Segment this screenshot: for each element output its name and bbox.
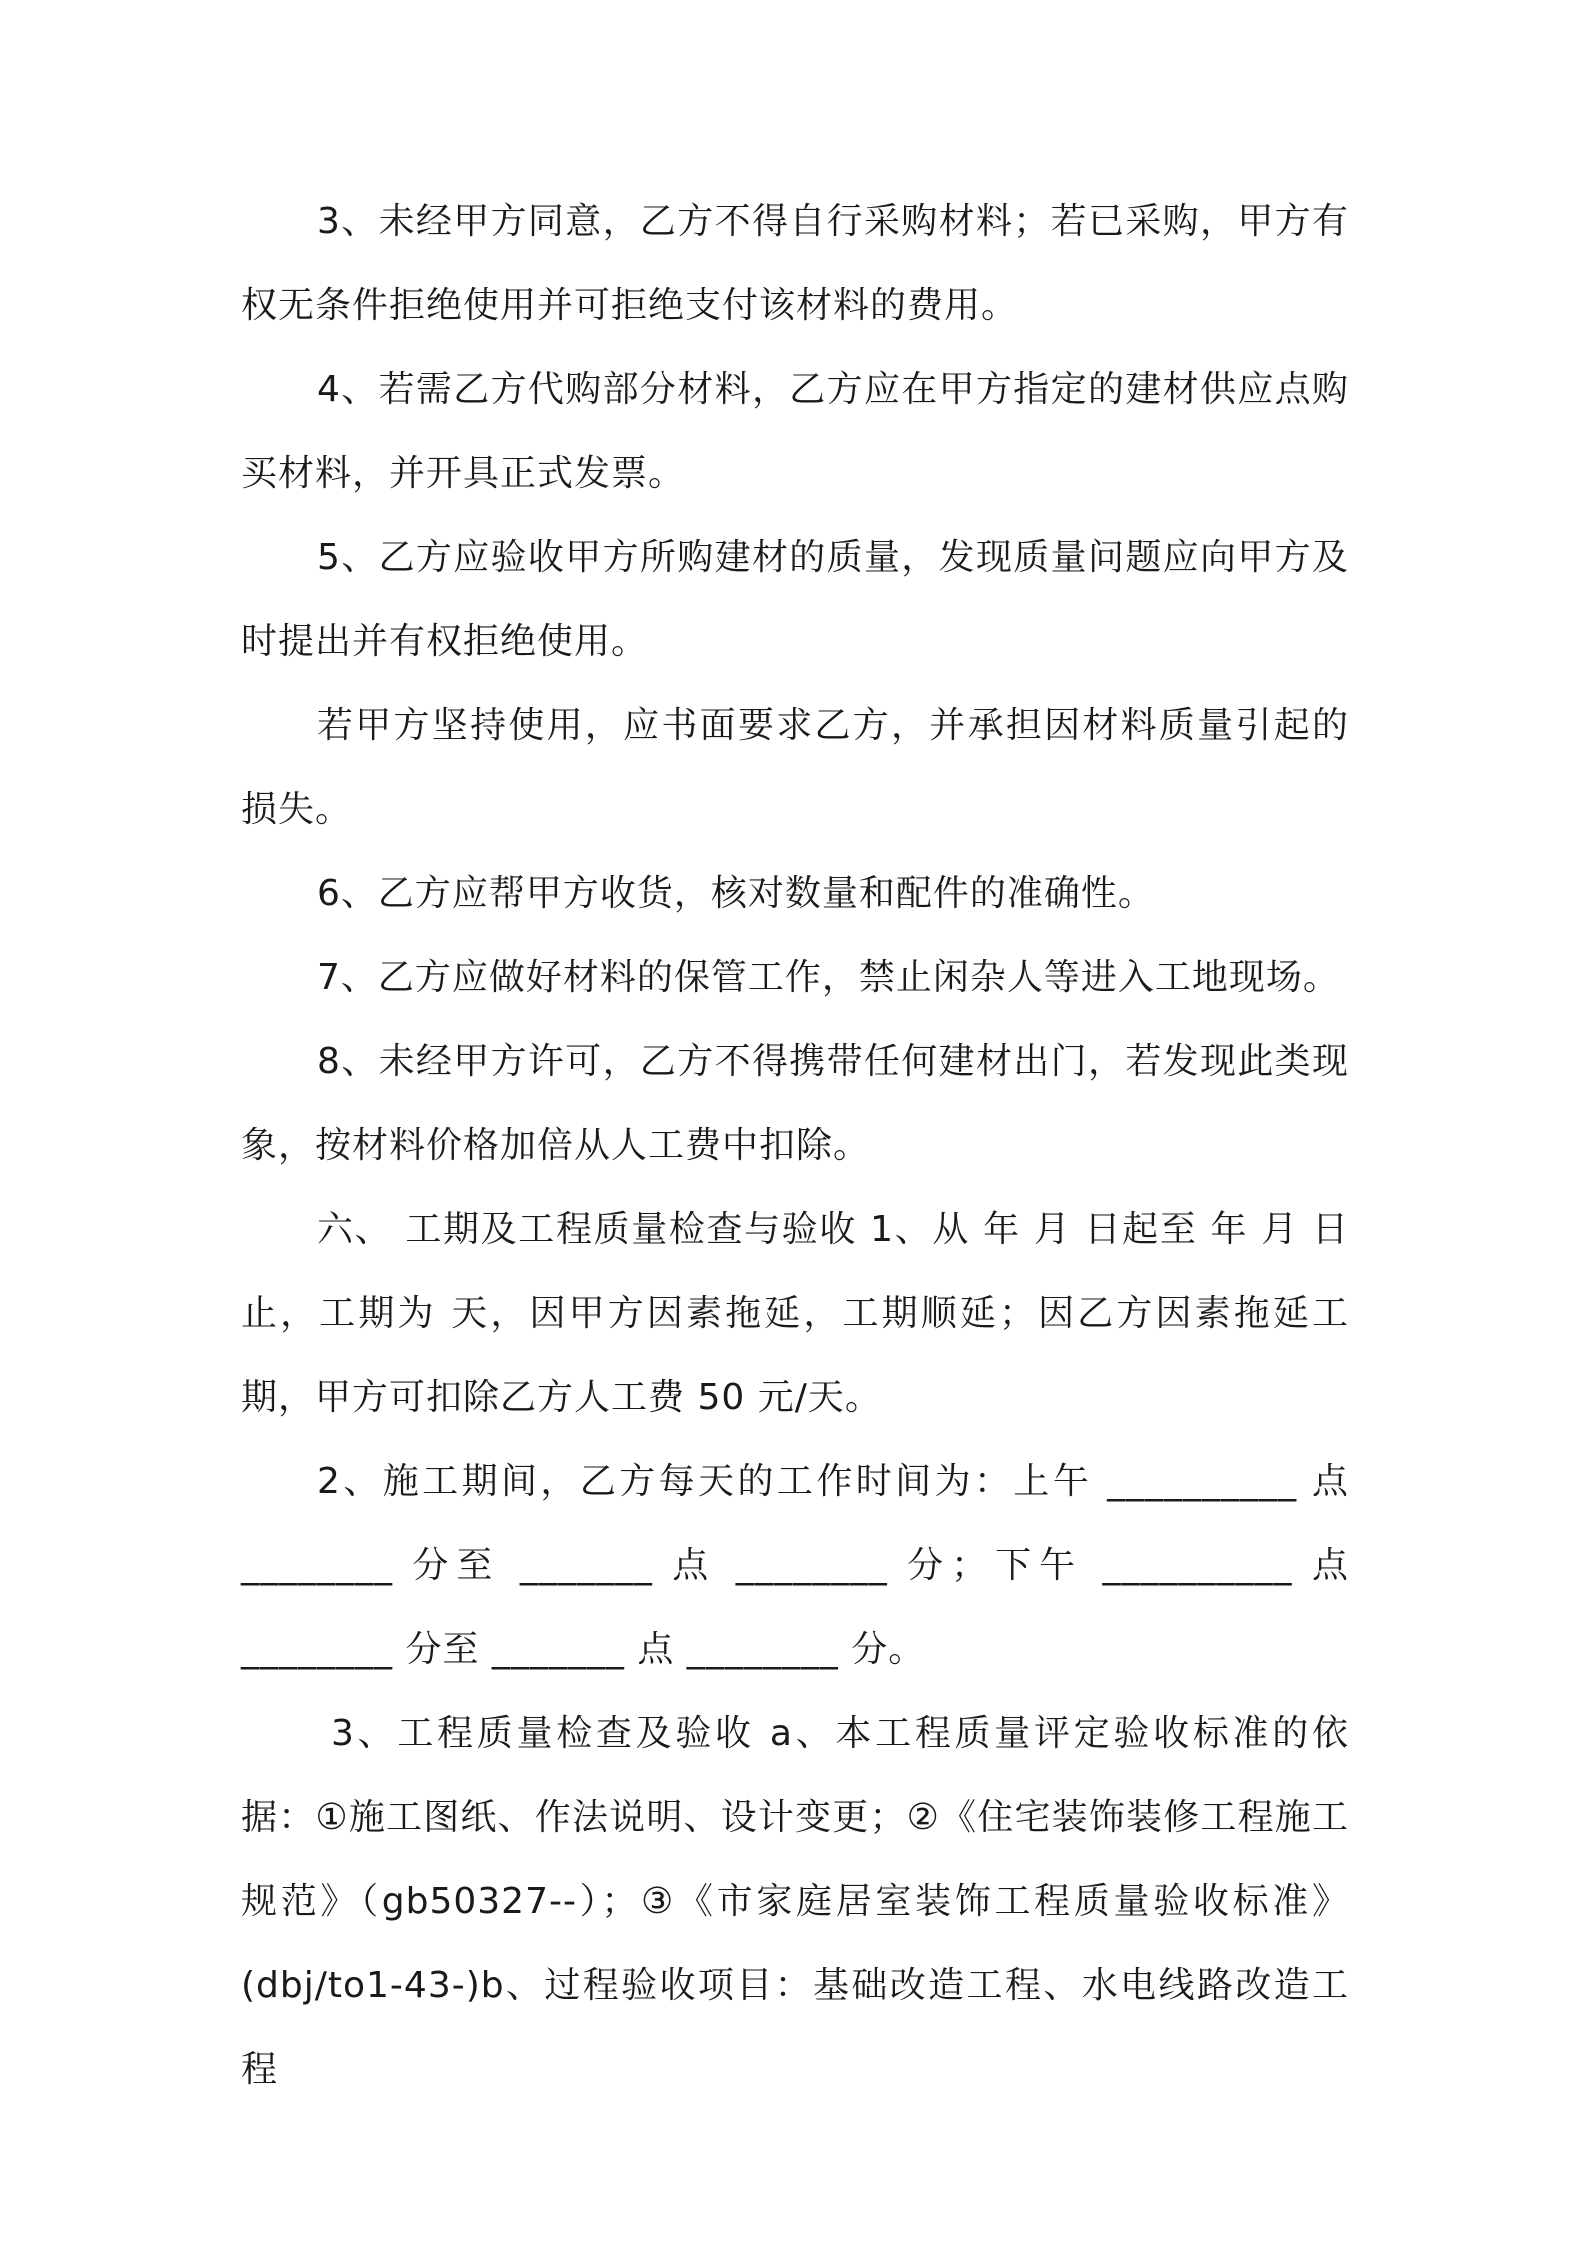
paragraph-working-hours: 2、施工期间，乙方每天的工作时间为：上午 __________ 点 ________ 分至 _______ 点 ________ 分；下午 __________ 点 ________ 分至 _______ 点 ________ 分。 xyxy=(241,1461,1349,1670)
paragraph-materials-8: 8、未经甲方许可，乙方不得携带任何建材出门，若发现此类现象，按材料价格加倍从人工费中扣除。 xyxy=(241,1041,1349,1166)
paragraph-materials-4: 4、若需乙方代购部分材料，乙方应在甲方指定的建材供应点购买材料，并开具正式发票。 xyxy=(241,369,1349,494)
paragraph-materials-5: 5、乙方应验收甲方所购建材的质量，发现质量问题应向甲方及时提出并有权拒绝使用。 xyxy=(241,537,1349,662)
paragraph-schedule-section-6: 六、 工期及工程质量检查与验收 1、从 年 月 日起至 年 月 日止，工期为 天，因甲方因素拖延，工期顺延；因乙方因素拖延工期，甲方可扣除乙方人工费 50 元/天。 xyxy=(241,1209,1349,1418)
paragraph-materials-3: 3、未经甲方同意，乙方不得自行采购材料；若已采购，甲方有权无条件拒绝使用并可拒绝支付该材料的费用。 xyxy=(241,201,1349,326)
paragraph-materials-7: 7、乙方应做好材料的保管工作，禁止闲杂人等进入工地现场。 xyxy=(317,957,1340,998)
paragraph-materials-6: 6、乙方应帮甲方收货，核对数量和配件的准确性。 xyxy=(317,873,1155,914)
paragraph-quality-inspection: 3、工程质量检查及验收 a、本工程质量评定验收标准的依据：①施工图纸、作法说明、设计变更；②《住宅装饰装修工程施工规范》（gb50327--）；③《市家庭居室装饰工程质量验收标准》(dbj/to1-43-)b、过程验收项目：基础改造工程、水电线路改造工程 xyxy=(241,1713,1349,2090)
paragraph-materials-5-continued: 若甲方坚持使用，应书面要求乙方，并承担因材料质量引起的损失。 xyxy=(241,705,1349,830)
